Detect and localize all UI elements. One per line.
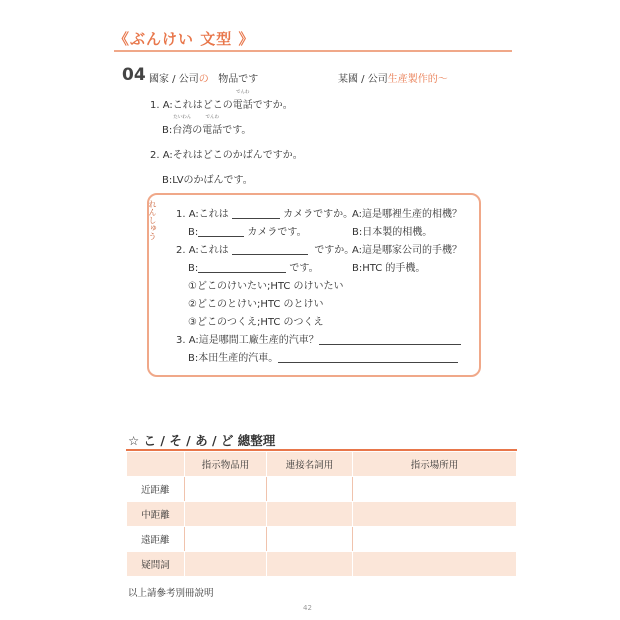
table-cell[interactable] <box>185 502 267 527</box>
example-1-answer <box>162 115 252 136</box>
example-2-answer: B:LVのかばんです。 <box>162 175 253 186</box>
table-header-cell <box>127 452 185 477</box>
pattern-header: 《ぶんけい 文型 》 <box>114 30 255 48</box>
table-header-cell: 連接名詞用 <box>267 452 353 477</box>
table-header-cell: 指示物品用 <box>185 452 267 477</box>
summary-title: ☆ こ / そ / あ / ど 總整理 <box>128 433 276 448</box>
table-header-cell: 指示場所用 <box>353 452 517 477</box>
ruby-text: でんわ <box>205 115 219 120</box>
practice-tab-label: れんしゅう <box>148 200 157 240</box>
pattern-left-part1: 國家 / 公司 <box>149 74 199 85</box>
particle: の <box>192 125 203 136</box>
practice-q2-end: ですか。 <box>314 245 355 256</box>
table-cell[interactable] <box>267 477 353 502</box>
table-row <box>127 552 517 577</box>
table-cell[interactable] <box>353 502 517 527</box>
practice-a1-label: B: <box>188 227 199 238</box>
ruby-text: たいわん <box>173 115 192 120</box>
ruby-denwa <box>232 90 253 111</box>
table-row <box>127 527 517 552</box>
practice-row-4-translation: B:HTC 的手機。 <box>352 263 426 274</box>
row-label: 中距離 <box>127 502 185 527</box>
ruby-base: 電話 <box>202 125 223 136</box>
table-cell[interactable] <box>267 552 353 577</box>
answer-blank[interactable] <box>232 244 308 255</box>
practice-row-2-translation: B:日本製的相機。 <box>352 227 433 238</box>
pattern-right-part1: 某國 / 公司 <box>338 74 388 85</box>
practice-row-3-translation: A:這是哪家公司的手機？ <box>352 245 463 256</box>
table-cell[interactable] <box>353 552 517 577</box>
answer-blank[interactable] <box>278 352 458 363</box>
table-cell[interactable] <box>185 477 267 502</box>
practice-a2-end: です。 <box>289 263 319 274</box>
practice-q1-text: 1. A:これは <box>176 209 229 220</box>
table-row <box>127 502 517 527</box>
practice-row-1-translation: A:這是哪裡生產的相機？ <box>352 209 463 220</box>
table-cell[interactable] <box>353 477 517 502</box>
practice-q1-end: カメラですか。 <box>283 209 354 220</box>
header-rule <box>114 50 512 52</box>
table-cell[interactable] <box>185 552 267 577</box>
ruby-denwa <box>202 115 223 136</box>
row-label: 近距離 <box>127 477 185 502</box>
example-1-question <box>150 90 293 111</box>
answer-blank[interactable] <box>232 208 280 219</box>
practice-row-1 <box>176 205 353 220</box>
practice-a3-text: B:本田生產的汽車。 <box>188 353 279 364</box>
example-1-question-end: ですか。 <box>252 100 293 111</box>
pattern-left <box>149 70 258 85</box>
ruby-base: 台湾 <box>172 125 193 136</box>
hint-3: ③どこのつくえ;HTC のつくえ <box>188 317 324 328</box>
table-cell[interactable] <box>353 527 517 552</box>
practice-row-5 <box>176 331 461 346</box>
table-cell[interactable] <box>185 527 267 552</box>
hint-1: ①どこのけいたい;HTC のけいたい <box>188 281 344 292</box>
table-row <box>127 477 517 502</box>
practice-q3-text: 3. A:這是哪間工廠生產的汽車？ <box>176 335 319 346</box>
practice-q2-text: 2. A:これは <box>176 245 229 256</box>
row-label: 遠距離 <box>127 527 185 552</box>
pattern-right <box>338 70 448 85</box>
answer-blank[interactable] <box>319 334 461 345</box>
practice-a1-end: カメラです。 <box>247 227 307 238</box>
table-header-row <box>127 452 517 477</box>
answer-blank[interactable] <box>198 226 244 237</box>
section-number: 04 <box>122 65 146 85</box>
ruby-text: でんわ <box>236 90 250 95</box>
table-cell[interactable] <box>267 527 353 552</box>
pattern-left-part3: 物品です <box>218 74 259 85</box>
answer-blank[interactable] <box>198 262 286 273</box>
example-1-answer-label: B: <box>162 125 173 136</box>
pattern-right-part2: 生產製作的〜 <box>387 74 448 85</box>
summary-table <box>126 451 517 577</box>
example-1-question-text: 1. A:これはどこの <box>150 100 233 111</box>
example-2-question: 2. A:それはどこのかばんですか。 <box>150 150 303 161</box>
practice-row-3 <box>176 241 354 256</box>
ruby-base: 電話 <box>232 100 253 111</box>
reference-note: 以上請參考別冊說明 <box>128 588 214 599</box>
example-1-answer-end: です。 <box>222 125 252 136</box>
practice-row-6 <box>188 349 458 364</box>
page-number: 42 <box>303 604 312 612</box>
ruby-taiwan <box>172 115 193 136</box>
row-label: 疑問詞 <box>127 552 185 577</box>
practice-a2-label: B: <box>188 263 199 274</box>
hint-2: ②どこのとけい;HTC のとけい <box>188 299 324 310</box>
pattern-left-particle: の <box>198 74 209 85</box>
table-cell[interactable] <box>267 502 353 527</box>
practice-row-2 <box>188 223 307 238</box>
practice-row-4 <box>188 259 319 274</box>
